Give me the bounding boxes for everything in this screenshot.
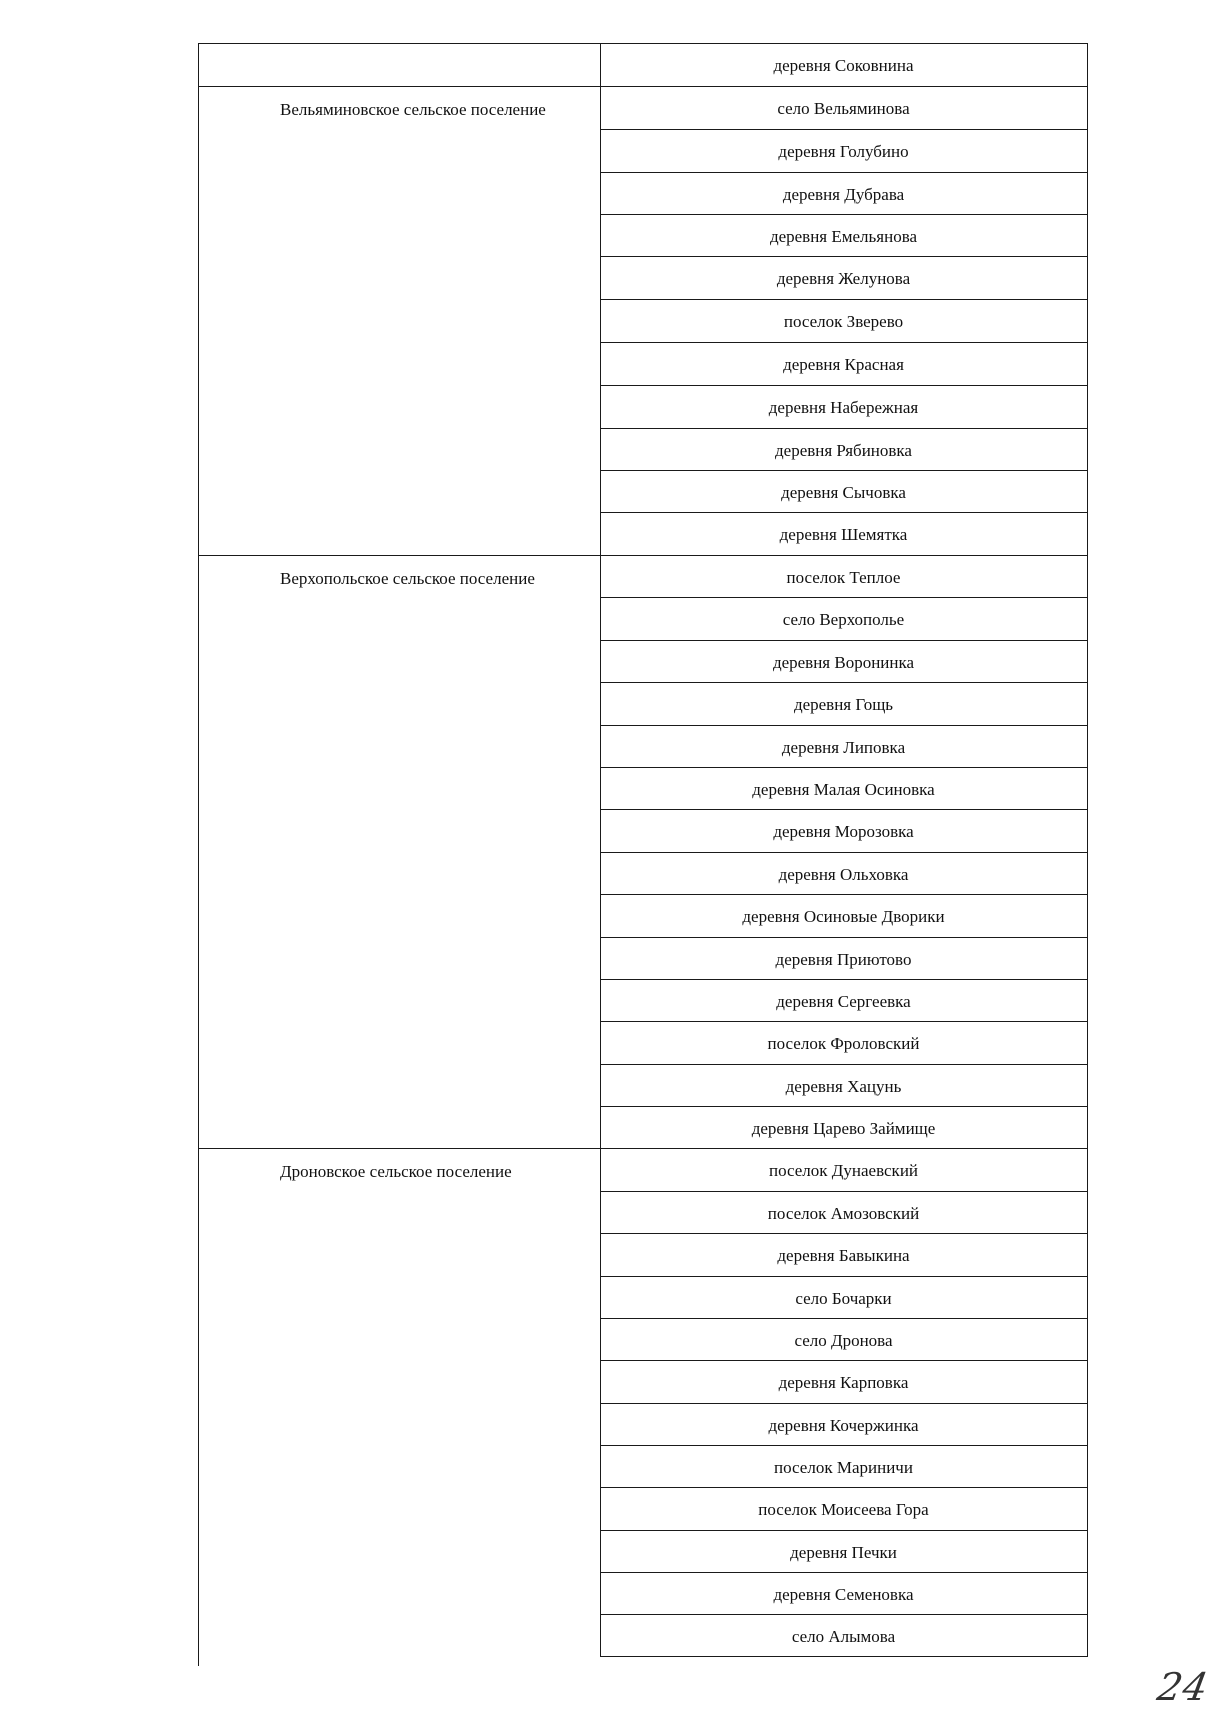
row-divider xyxy=(600,299,1088,300)
row-divider xyxy=(600,512,1088,513)
row-divider xyxy=(600,172,1088,173)
row-divider xyxy=(600,1148,1088,1149)
locality-cell: деревня Голубино xyxy=(778,142,909,161)
row-divider xyxy=(600,1403,1088,1404)
group-divider xyxy=(198,555,600,556)
row-divider xyxy=(600,1360,1088,1361)
locality-cell: поселок Дунаевский xyxy=(768,1161,919,1180)
row-divider xyxy=(600,767,1088,768)
locality-cell: деревня Соковнина xyxy=(773,56,914,75)
locality-cell: деревня Приютово xyxy=(775,950,912,969)
row-divider xyxy=(600,1487,1088,1488)
row-divider xyxy=(600,937,1088,938)
locality-cell: село Вельяминова xyxy=(777,99,910,118)
locality-cell: деревня Осиновые Дворики xyxy=(742,907,945,926)
row-divider xyxy=(600,470,1088,471)
row-divider xyxy=(600,1445,1088,1446)
row-divider xyxy=(600,86,1088,87)
locality-cell: деревня Малая Осиновка xyxy=(752,780,935,799)
locality-cell: деревня Печки xyxy=(790,1543,897,1562)
settlement-name: Вельяминовское сельское поселение xyxy=(280,100,546,119)
row-divider xyxy=(600,129,1088,130)
locality-cell: поселок Зверево xyxy=(783,312,904,331)
locality-cell: деревня Хацунь xyxy=(785,1077,902,1096)
row-divider xyxy=(600,1191,1088,1192)
row-divider xyxy=(600,1106,1088,1107)
row-divider xyxy=(600,1021,1088,1022)
locality-cell: деревня Карповка xyxy=(778,1373,909,1392)
locality-cell: деревня Морозовка xyxy=(773,822,914,841)
row-divider xyxy=(600,1614,1088,1615)
locality-cell: деревня Липовка xyxy=(781,738,906,757)
locality-cell: деревня Ольховка xyxy=(778,865,909,884)
locality-cell: деревня Дубрава xyxy=(782,185,905,204)
row-divider xyxy=(600,640,1088,641)
locality-cell: деревня Царево Займище xyxy=(751,1119,936,1138)
locality-cell: деревня Семеновка xyxy=(773,1585,914,1604)
row-divider xyxy=(600,979,1088,980)
locality-cell: село Алымова xyxy=(791,1627,896,1646)
locality-cell: село Дронова xyxy=(794,1331,893,1350)
locality-cell: деревня Гощь xyxy=(793,695,894,714)
locality-cell: поселок Теплое xyxy=(786,568,901,587)
row-divider xyxy=(600,342,1088,343)
locality-cell: поселок Мариничи xyxy=(774,1458,913,1477)
row-divider xyxy=(600,1064,1088,1065)
row-divider xyxy=(600,1530,1088,1531)
row-divider xyxy=(600,256,1088,257)
row-divider xyxy=(600,852,1088,853)
locality-cell: деревня Набережная xyxy=(768,398,919,417)
locality-cell: деревня Бавыкина xyxy=(777,1246,910,1265)
row-divider xyxy=(600,682,1088,683)
group-divider xyxy=(198,86,600,87)
locality-cell: деревня Рябиновка xyxy=(775,441,912,460)
locality-cell: деревня Красная xyxy=(783,355,904,374)
row-divider xyxy=(600,597,1088,598)
row-divider xyxy=(600,894,1088,895)
row-divider xyxy=(600,1572,1088,1573)
locality-cell: поселок Моисеева Гора xyxy=(758,1500,929,1519)
locality-cell: деревня Желунова xyxy=(776,269,911,288)
settlement-name: Верхопольское сельское поселение xyxy=(280,569,535,588)
locality-cell: деревня Шемятка xyxy=(779,525,908,544)
table-right-border xyxy=(1087,43,1088,1657)
row-divider xyxy=(600,214,1088,215)
settlement-name: Дроновское сельское поселение xyxy=(280,1162,512,1181)
locality-cell: деревня Емельянова xyxy=(769,227,918,246)
locality-cell: деревня Воронинка xyxy=(772,653,915,672)
row-divider xyxy=(600,1233,1088,1234)
row-divider xyxy=(600,428,1088,429)
row-divider xyxy=(600,1276,1088,1277)
locality-cell: поселок Амозовский xyxy=(767,1204,920,1223)
locality-cell: деревня Сычовка xyxy=(781,483,906,502)
row-divider xyxy=(600,1318,1088,1319)
locality-cell: деревня Кочержинка xyxy=(768,1416,919,1435)
table-left-border xyxy=(198,43,199,1666)
locality-cell: деревня Сергеевка xyxy=(776,992,911,1011)
table-top-border xyxy=(198,43,1088,44)
locality-cell: поселок Фроловский xyxy=(767,1034,920,1053)
row-divider xyxy=(600,725,1088,726)
row-divider xyxy=(600,809,1088,810)
row-divider xyxy=(600,1656,1088,1657)
row-divider xyxy=(600,555,1088,556)
row-divider xyxy=(600,385,1088,386)
group-divider xyxy=(198,1148,600,1149)
locality-cell: село Бочарки xyxy=(795,1289,892,1308)
page-number: 24 xyxy=(1154,1665,1212,1709)
locality-cell: село Верхополье xyxy=(782,610,905,629)
